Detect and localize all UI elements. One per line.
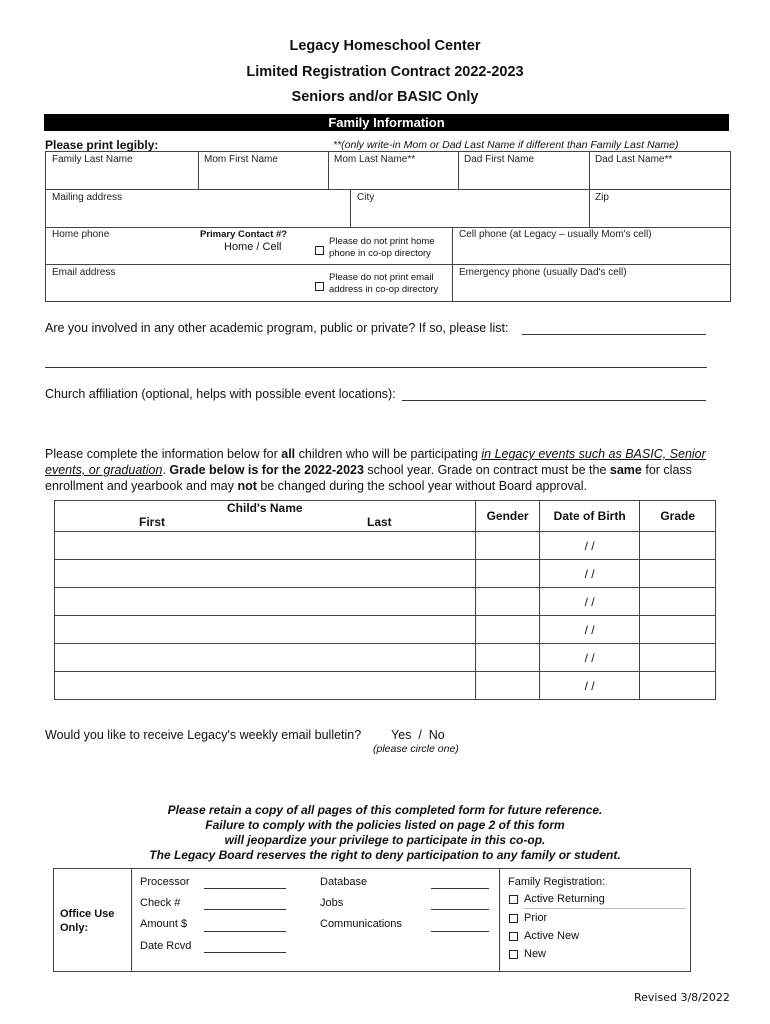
last-name-note: **(only write-in Mom or Dad Last Name if different than Family Last Name) bbox=[333, 139, 679, 151]
dob-cell[interactable]: / / bbox=[539, 588, 639, 616]
academic-question: Are you involved in any other academic program, public or private? If so, please list: bbox=[45, 321, 509, 335]
retention-notice: Please retain a copy of all pages of this completed form for future reference. Failure to comply with the policies listed on page 2 of this form will jeopardize your privilege to participate in this co-op. The Legacy Board reserves the right to deny participation to any family or student. bbox=[149, 803, 621, 862]
dob-cell[interactable]: / / bbox=[539, 644, 639, 672]
zip-field[interactable]: Zip bbox=[595, 192, 609, 203]
dob-cell[interactable]: / / bbox=[539, 532, 639, 560]
gender-cell[interactable] bbox=[476, 672, 540, 700]
child-name-cell[interactable] bbox=[55, 672, 476, 700]
date-rcvd-label: Date Rcvd bbox=[140, 940, 192, 952]
mom-last-name-field[interactable]: Mom Last Name** bbox=[334, 154, 416, 165]
gender-cell[interactable] bbox=[476, 532, 540, 560]
processor-line[interactable] bbox=[204, 888, 286, 889]
gender-cell[interactable] bbox=[476, 644, 540, 672]
dob-cell[interactable]: / / bbox=[539, 616, 639, 644]
database-line[interactable] bbox=[431, 888, 489, 889]
child-name-cell[interactable] bbox=[55, 616, 476, 644]
gender-cell[interactable] bbox=[476, 560, 540, 588]
church-question: Church affiliation (optional, helps with possible event locations): bbox=[45, 387, 396, 401]
jobs-label: Jobs bbox=[320, 897, 344, 909]
new-checkbox[interactable] bbox=[509, 950, 518, 959]
active-new-label: Active New bbox=[524, 930, 580, 942]
revised-date: Revised 3/8/2022 bbox=[634, 991, 730, 1004]
child-name-header: Child's Name First Last bbox=[55, 501, 476, 532]
prior-checkbox[interactable] bbox=[509, 914, 518, 923]
children-table bbox=[54, 500, 716, 700]
email-address-field[interactable]: Email address bbox=[52, 267, 116, 278]
child-name-cell[interactable] bbox=[55, 644, 476, 672]
dob-cell[interactable]: / / bbox=[539, 672, 639, 700]
no-print-home-label: Please do not print home phone in co-op directory bbox=[329, 236, 435, 259]
gender-header: Gender bbox=[476, 501, 540, 532]
amount-label: Amount $ bbox=[140, 918, 188, 930]
check-label: Check # bbox=[140, 897, 181, 909]
table-row bbox=[55, 616, 716, 644]
no-print-email-label: Please do not print email address in co-op directory bbox=[329, 272, 439, 295]
home-phone-field[interactable]: Home phone bbox=[52, 229, 110, 240]
church-answer-line[interactable] bbox=[402, 400, 706, 401]
form-title-scope: Seniors and/or BASIC Only bbox=[291, 89, 479, 105]
form-title-contract: Limited Registration Contract 2022-2023 bbox=[246, 64, 524, 80]
child-name-cell[interactable] bbox=[55, 560, 476, 588]
family-registration-label: Family Registration: bbox=[508, 876, 606, 888]
academic-answer-line[interactable] bbox=[522, 334, 706, 335]
grade-cell[interactable] bbox=[640, 672, 716, 700]
bulletin-hint: (please circle one) bbox=[373, 743, 459, 755]
table-row bbox=[55, 588, 716, 616]
active-returning-label: Active Returning bbox=[524, 893, 605, 905]
bulletin-yes-no[interactable]: Yes / No bbox=[391, 728, 445, 742]
no-print-home-checkbox[interactable] bbox=[315, 246, 324, 255]
child-name-cell[interactable] bbox=[55, 532, 476, 560]
mailing-address-field[interactable]: Mailing address bbox=[52, 192, 123, 203]
grade-header: Grade bbox=[640, 501, 716, 532]
dob-header: Date of Birth bbox=[539, 501, 639, 532]
emergency-phone-field[interactable]: Emergency phone (usually Dad's cell) bbox=[459, 267, 627, 278]
dad-last-name-field[interactable]: Dad Last Name** bbox=[595, 154, 673, 165]
child-name-cell[interactable] bbox=[55, 588, 476, 616]
grade-cell[interactable] bbox=[640, 644, 716, 672]
table-row bbox=[55, 672, 716, 700]
active-returning-checkbox[interactable] bbox=[509, 895, 518, 904]
primary-contact-label: Primary Contact #? bbox=[200, 229, 288, 240]
home-cell-choice[interactable]: Home / Cell bbox=[224, 241, 282, 253]
office-use-label: Office Use Only: bbox=[60, 908, 115, 934]
database-label: Database bbox=[320, 876, 368, 888]
children-instructions: Please complete the information below for all children who will be participating in Legacy events such as BASIC, Senior events, or graduation. Grade below is for the 2022-2023 school year. Grade on contract must be the same for class enrollment and yearbook and may not be changed during the school year without Board approval. bbox=[45, 447, 706, 493]
amount-line[interactable] bbox=[204, 931, 286, 932]
bulletin-question: Would you like to receive Legacy's weekly email bulletin? bbox=[45, 728, 362, 742]
mom-first-name-field[interactable]: Mom First Name bbox=[204, 154, 278, 165]
family-info-bar: Family Information bbox=[44, 114, 729, 131]
processor-label: Processor bbox=[140, 876, 190, 888]
date-rcvd-line[interactable] bbox=[204, 952, 286, 953]
cell-phone-field[interactable]: Cell phone (at Legacy – usually Mom's cell) bbox=[459, 229, 652, 240]
jobs-line[interactable] bbox=[431, 909, 489, 910]
active-new-checkbox[interactable] bbox=[509, 932, 518, 941]
form-title-org: Legacy Homeschool Center bbox=[289, 38, 481, 54]
gender-cell[interactable] bbox=[476, 616, 540, 644]
grade-cell[interactable] bbox=[640, 560, 716, 588]
table-row bbox=[55, 560, 716, 588]
prior-label: Prior bbox=[524, 912, 548, 924]
grade-cell[interactable] bbox=[640, 532, 716, 560]
new-label: New bbox=[524, 948, 547, 960]
city-field[interactable]: City bbox=[357, 192, 375, 203]
no-print-email-checkbox[interactable] bbox=[315, 282, 324, 291]
grade-cell[interactable] bbox=[640, 588, 716, 616]
table-row bbox=[55, 644, 716, 672]
print-legibly-label: Please print legibly: bbox=[45, 138, 159, 152]
table-row bbox=[55, 532, 716, 560]
check-line[interactable] bbox=[204, 909, 286, 910]
grade-cell[interactable] bbox=[640, 616, 716, 644]
academic-answer-line-2[interactable] bbox=[45, 367, 707, 368]
dob-cell[interactable]: / / bbox=[539, 560, 639, 588]
gender-cell[interactable] bbox=[476, 588, 540, 616]
family-last-name-field[interactable]: Family Last Name bbox=[52, 154, 133, 165]
dad-first-name-field[interactable]: Dad First Name bbox=[464, 154, 535, 165]
communications-label: Communications bbox=[320, 918, 402, 930]
communications-line[interactable] bbox=[431, 931, 489, 932]
